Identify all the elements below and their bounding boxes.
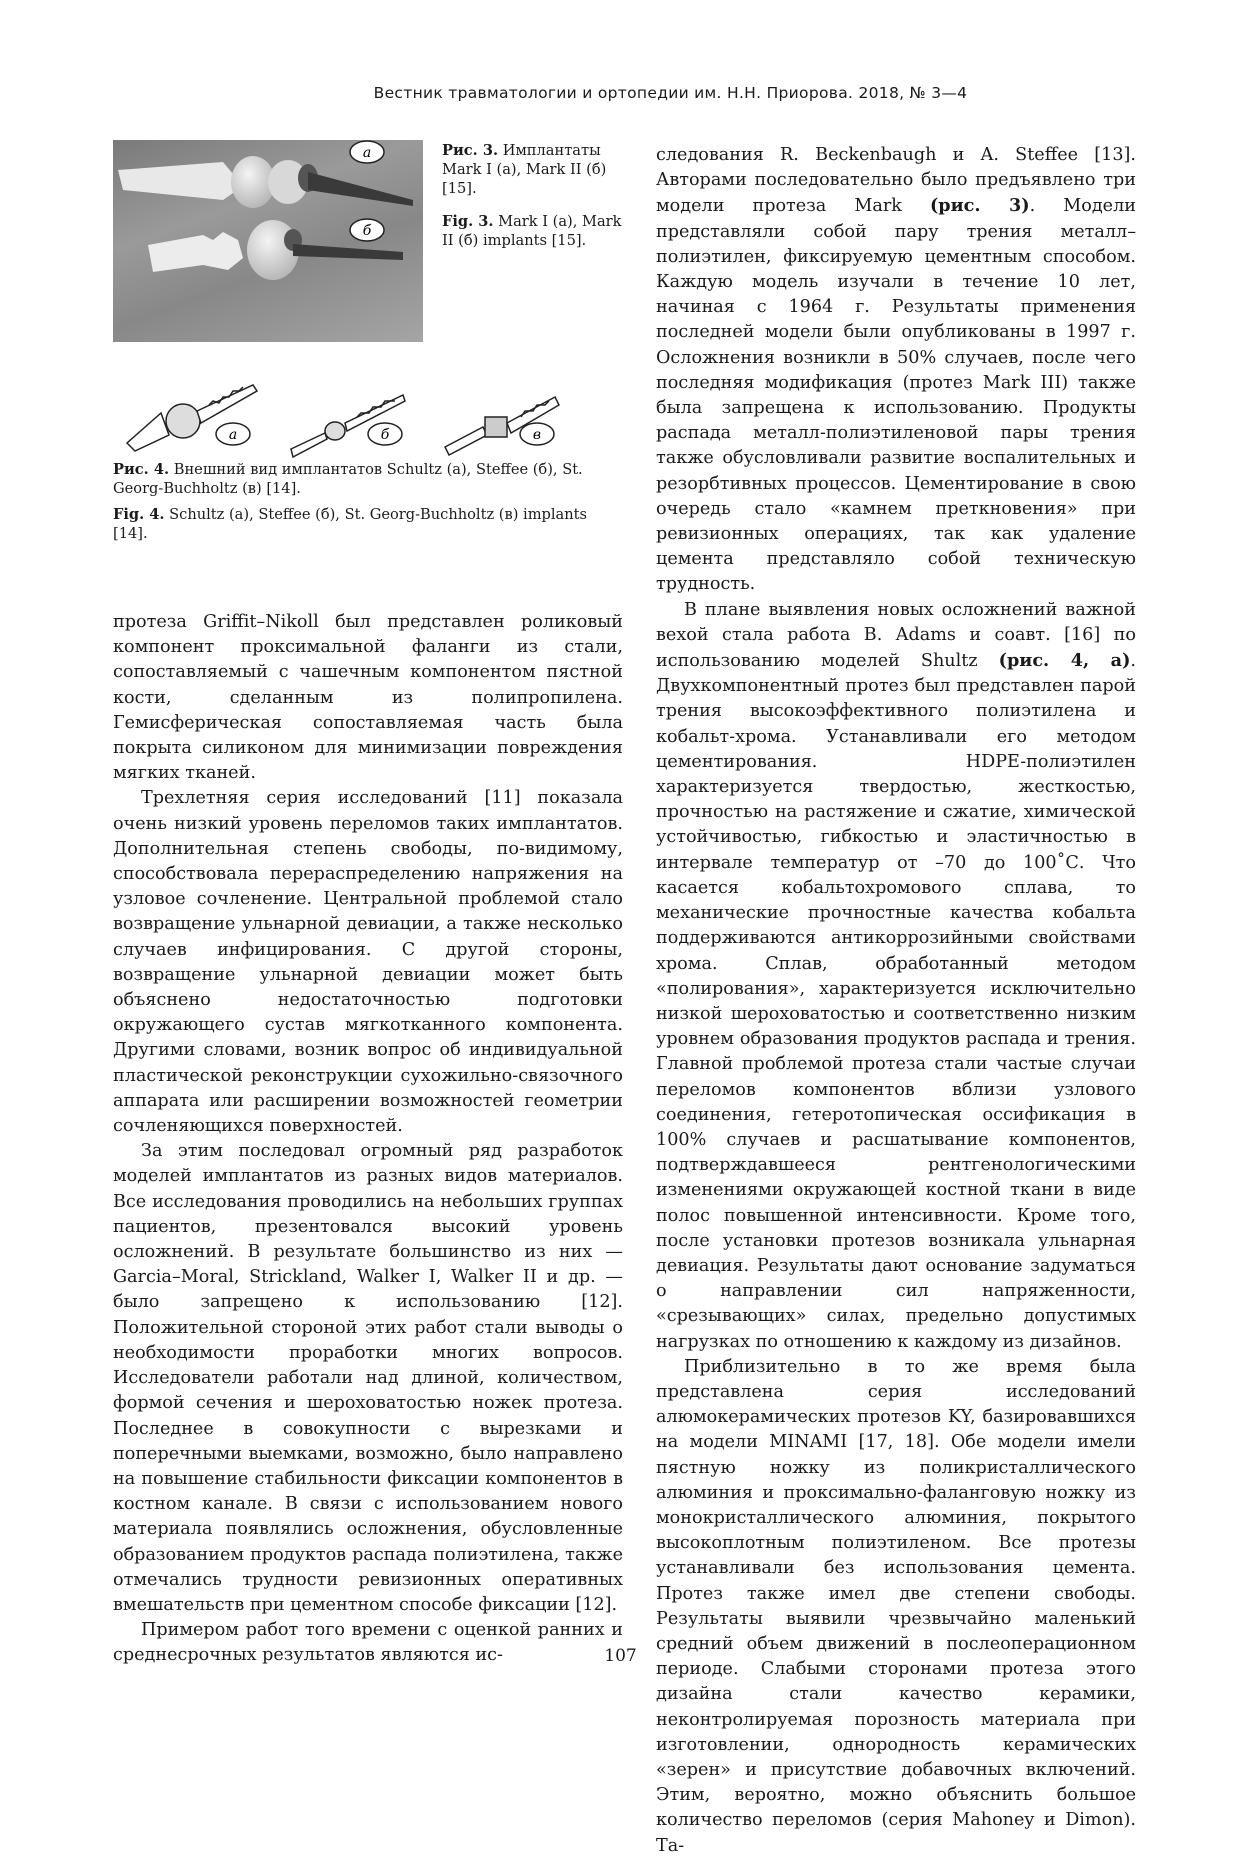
right-column	[656, 143, 1136, 1859]
left-column	[113, 610, 623, 1669]
paragraph: Примером работ того времени с оценкой ранних и среднесрочных результатов являются ис-	[113, 1620, 623, 1666]
fig4-label-c: в	[532, 427, 542, 443]
paragraph: Приблизительно в то же время была представлена серия исследований алюмокерамических протезов KY, базировавшихся на модели MINAMI [17, 18]. Обе модели имели пястную ножку из поликристаллического алюминия и проксимально-фаланговую ножку из монокристаллического алюминия, покрытого высокоплотным полиэтиленом. Все протезы устанавливали без использования цемента. Протез также имел две степени свободы. Результаты выявили чрезвычайно маленький средний объем движений в послеоперационном периоде. Слабыми сторонами протеза этого дизайна стали качество керамики, неконтролируемая порозность материала при изготовлении, однородность керамических «зерен» и присутствие добавочных включений. Этим, вероятно, можно объяснить большое количество переломов (серия Mahoney и Dimon). Та-	[656, 1356, 1136, 1856]
page-number: 107	[604, 1646, 637, 1666]
fig3-label-a: а	[362, 145, 372, 161]
paragraph: В плане выявления новых осложнений важной вехой стала работа B. Adams и соавт. [16] по использованию моделей Shultz (рис. 4, а). Двухкомпонентный протез был представлен парой трения высокоэффективного полиэтилена и кобальт-хрома. Устанавливали его методом цементирования. HDPE-полиэтилен характеризуется твердостью, жесткостью, прочностью на растяжение и сжатие, химической устойчивостью, гибкостью и эластичностью в интервале температур от –70 до 100˚С. Что касается кобальтохромового сплава, то механические прочностные качества кобальта поддерживаются антикоррозийными свойствами хрома. Сплав, обработанный методом «полирования», характеризуется исключительно низкой шероховатостью и соответственно низким уровнем образования продуктов распада и трения. Главной проблемой протеза стали частые случаи переломов компонентов вблизи узлового соединения, гетеротопическая оссификация в 100% случаев и расшатывание компонентов, подтверждавшееся рентгенологическими изменениями окружающей костной ткани в виде полос повышенной интенсивности. Кроме того, после установки протезов возникала ульнарная девиация. Результаты дают основание задуматься о направлении сил напряженности, «срезывающих» силах, предельно допустимых нагрузках по отношению к каждому из дизайнов.	[656, 599, 1136, 1352]
fig3-caption-ru: Рис. 3. Имплантаты Mark I (а), Mark II (б) [15].	[442, 142, 607, 197]
fig4-caption-en: Fig. 4. Schultz (а), Steffee (б), St. Georg-Buchholtz (в) implants [14].	[113, 506, 588, 542]
fig4-label-b: б	[380, 427, 390, 443]
paragraph: протеза Griffit–Nikoll был представлен роликовый компонент проксимальной фаланги из стали, сопоставляемый с чашечным компонентом пястной кости, сделанным из полипропилена. Гемисферическая сопоставляемая часть была покрыта силиконом для минимизации повреждения мягких тканей.	[113, 612, 623, 784]
fig4-label-a: а	[228, 427, 238, 443]
journal-header: Вестник травматологии и ортопедии им. Н.Н. Приорова. 2018, № 3—4	[373, 84, 968, 102]
fig3-label-b: б	[362, 223, 372, 239]
implant-photo-image	[113, 140, 423, 342]
paragraph: За этим последовал огромный ряд разработок моделей имплантатов из разных видов материалов. Все исследования проводились на небольших группах пациентов, презентовался высокий уровень осложнений. В результате большинство из них — Garcia–Moral, Strickland, Walker I, Walker II и др. — было запрещено к использованию [12]. Положительной стороной этих работ стали выводы о необходимости проработки многих вопросов. Исследователи работали над длиной, количеством, формой сечения и шероховатостью ножек протеза. Последнее в совокупности с вырезками и поперечными выемками, возможно, было направлено на повышение стабильности фиксации компонентов в костном канале. В связи с использованием нового материала появлялись осложнения, обусловленные образованием продуктов распада полиэтилена, также отмечались трудности ревизионных оперативных вмешательств при цементном способе фиксации [12].	[113, 1141, 623, 1615]
figure-3-photo	[113, 140, 423, 342]
fig4-labels	[113, 418, 623, 452]
paragraph: Трехлетняя серия исследований [11] показала очень низкий уровень переломов таких имплантатов. Дополнительная степень свободы, по-видимому, способствовала перераспределению напряжения на узловое сочленение. Центральной проблемой стало возвращение ульнарной девиации, а также несколько случаев инфицирования. С другой стороны, возвращение ульнарной девиации может быть объяснено недостаточностью подготовки окружающего сустав мягкотканного компонента. Другими словами, возник вопрос об индивидуальной пластической реконструкции сухожильно-связочного аппарата или расширении возможностей геометрии сочленяющихся поверхностей.	[113, 788, 623, 1137]
fig3-caption-en: Fig. 3. Mark I (а), Mark II (б) implants [15].	[442, 213, 622, 249]
fig4-caption-ru: Рис. 4. Внешний вид имплантатов Schultz (а), Steffee (б), St. Georg-Buchholtz (в) [14].	[113, 461, 583, 497]
paragraph: следования R. Beckenbaugh и A. Steffee [13]. Авторами последовательно было предъявлено три модели протеза Mark (рис. 3). Модели представляли собой пару трения металл–полиэтилен, фиксируемую цементным способом. Каждую модель изучали в течение 10 лет, начиная с 1964 г. Результаты применения последней модели были опубликованы в 1997 г. Осложнения возникли в 50% случаев, после чего последняя модификация (протез Mark III) также была запрещена к использованию. Продукты распада металл-полиэтиленовой пары трения также обусловливали развитие воспалительных и резорбтивных процессов. Цементирование в свою очередь стало «камнем преткновения» при ревизионных операциях, так как удаление цемента представляло собой техническую трудность.	[656, 145, 1136, 595]
